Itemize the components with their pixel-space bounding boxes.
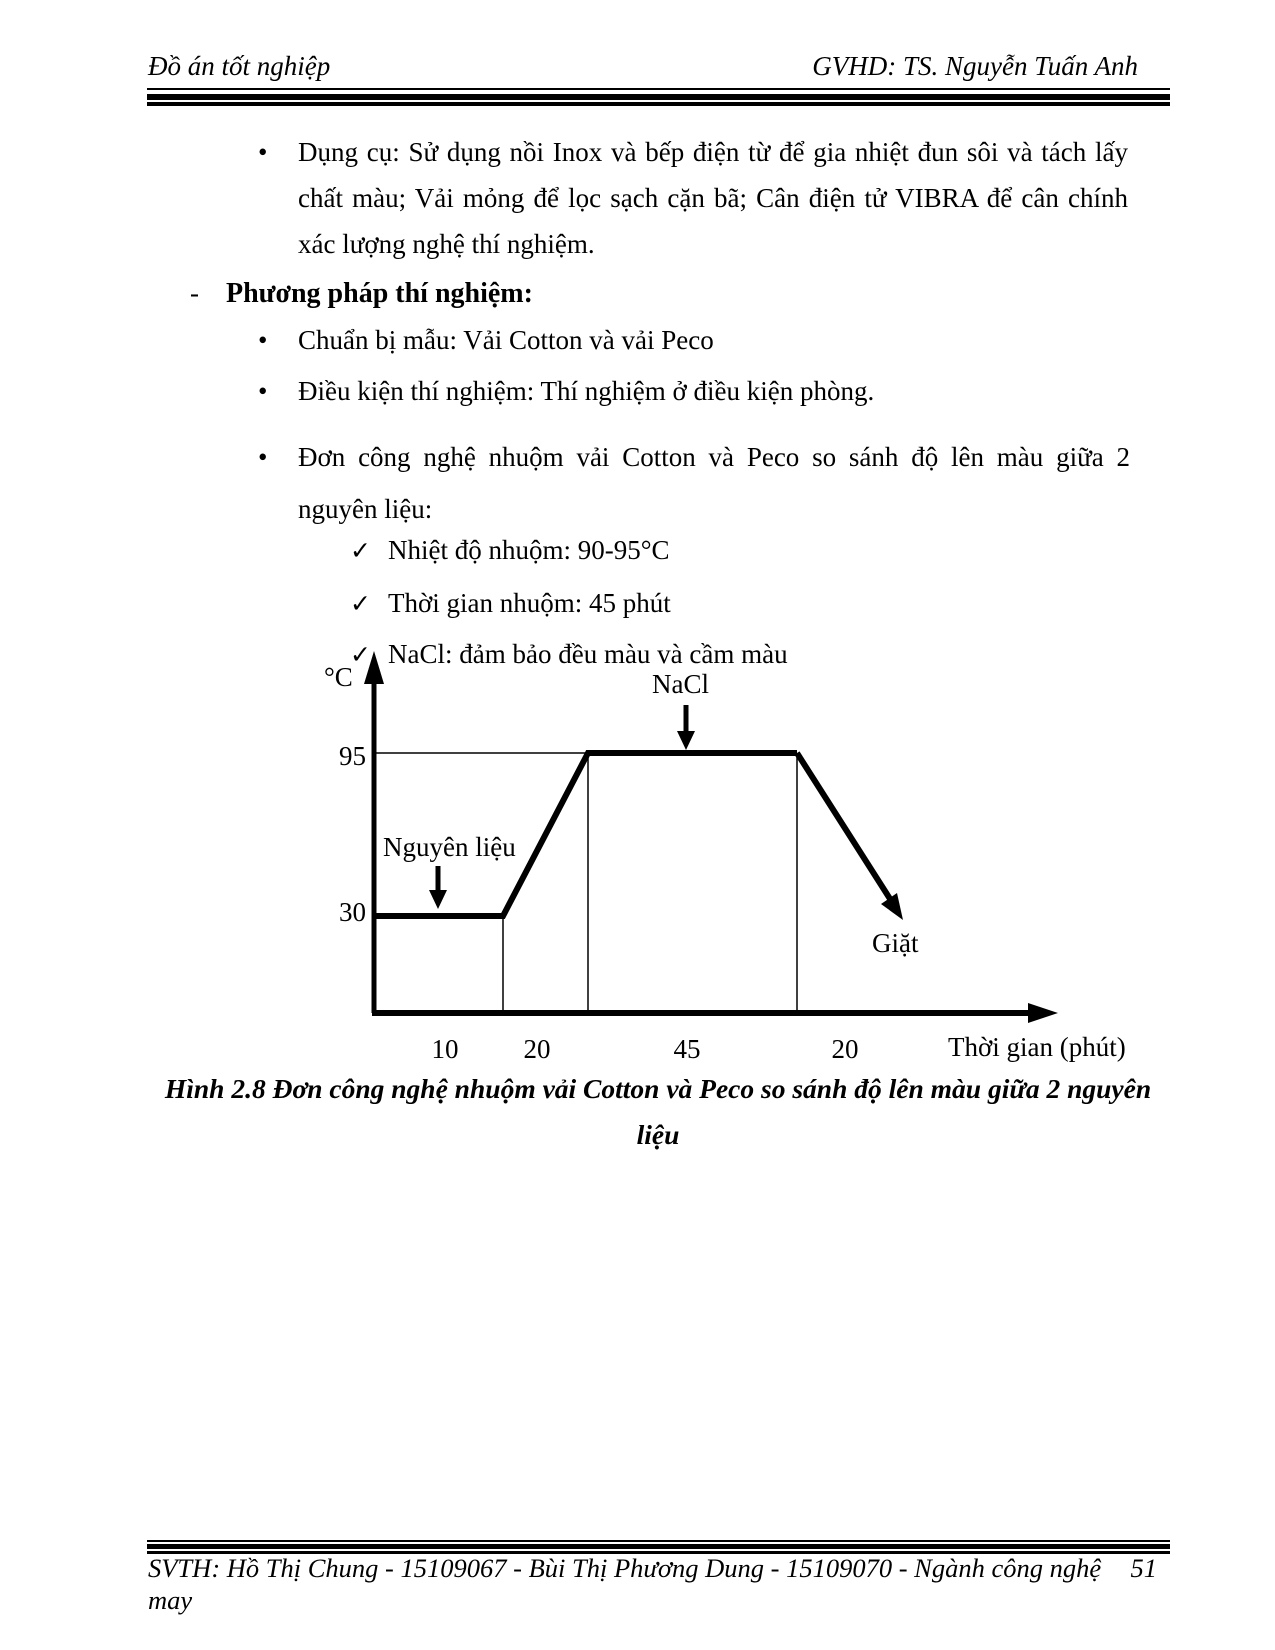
footer-rule-line-thin <box>147 1540 1170 1542</box>
bullet-text: Dụng cụ: Sử dụng nồi Inox và bếp điện từ để gia nhiệt đun sôi và tách lấy chất màu; Vải mỏng để lọc sạch cặn bã; Cân điện tử VIBRA để cân chính xác lượng nghệ thí nghiệm. <box>298 137 1128 259</box>
material-arrowhead-icon <box>429 890 447 909</box>
dash-marker: - <box>190 278 199 308</box>
checkmark-icon: ✓ <box>350 589 371 618</box>
footer-authors-text: SVTH: Hồ Thị Chung - 15109067 - Bùi Thị Phương Dung - 15109070 - Ngành công nghệ may <box>148 1553 1102 1615</box>
nacl-arrowhead-icon <box>677 731 695 750</box>
header-rule-line-thin <box>147 88 1170 90</box>
check-item-time <box>350 587 1050 620</box>
cooling-arrowhead-icon <box>881 893 903 920</box>
header-rule-line-thick <box>147 94 1170 100</box>
x-axis-arrowhead-icon <box>1028 1003 1058 1023</box>
header-right-supervisor: GVHD: TS. Nguyễn Tuấn Anh <box>812 51 1138 81</box>
header-rule <box>147 88 1170 106</box>
y-tick-30: 30 <box>339 897 366 927</box>
bullet-item-conditions <box>258 375 1128 408</box>
y-axis-arrowhead-icon <box>364 651 384 684</box>
header-rule-line-medium <box>147 102 1170 106</box>
x-segment-label-4: 20 <box>831 1034 859 1064</box>
bullet-marker: • <box>258 376 268 406</box>
page-header <box>148 50 1138 82</box>
x-segment-label-2: 20 <box>523 1034 551 1064</box>
method-heading-text: Phương pháp thí nghiệm: <box>226 278 533 309</box>
figure-caption <box>148 1066 1168 1158</box>
check-text: NaCl: đảm bảo đều màu và cầm màu <box>388 639 788 669</box>
annotation-material: Nguyên liệu <box>383 832 516 862</box>
cooling-line <box>797 753 892 902</box>
dash-item-method-heading <box>190 277 1128 310</box>
x-axis-title: Thời gian (phút) <box>948 1032 1126 1062</box>
page-number: 51 <box>1130 1553 1157 1583</box>
bullet-item-tools <box>258 129 1128 267</box>
bullet-marker: • <box>258 325 268 355</box>
check-item-temperature <box>350 534 1050 567</box>
annotation-nacl: NaCl <box>652 669 709 699</box>
figure-caption-line2: liệu <box>636 1119 680 1150</box>
process-diagram-canvas <box>0 630 1275 1080</box>
x-segment-label-3: 45 <box>673 1034 701 1064</box>
bullet-marker: • <box>258 442 268 472</box>
y-tick-95: 95 <box>339 741 366 771</box>
check-text: Thời gian nhuộm: 45 phút <box>388 588 671 618</box>
page-footer <box>148 1552 1157 1616</box>
checkmark-icon: ✓ <box>350 536 371 565</box>
bullet-marker: • <box>258 137 268 167</box>
figure-caption-line1: Hình 2.8 Đơn công nghệ nhuộm vải Cotton và Peco so sánh độ lên màu giữa 2 nguyên <box>164 1073 1152 1104</box>
bullet-item-recipe <box>258 431 1130 535</box>
checkmark-icon: ✓ <box>350 640 371 669</box>
bullet-item-sample <box>258 324 1128 357</box>
bullet-text: Đơn công nghệ nhuộm vải Cotton và Peco so sánh độ lên màu giữa 2 nguyên liệu: <box>298 442 1130 524</box>
header-left-title: Đồ án tốt nghiệp <box>148 51 331 81</box>
dyeing-process-diagram <box>0 630 1275 1080</box>
bullet-text: Chuẩn bị mẫu: Vải Cotton và vải Peco <box>298 325 714 355</box>
x-segment-label-1: 10 <box>431 1034 459 1064</box>
check-text: Nhiệt độ nhuộm: 90-95°C <box>388 535 670 565</box>
bullet-text: Điều kiện thí nghiệm: Thí nghiệm ở điều kiện phòng. <box>298 376 875 406</box>
footer-rule-line-thick <box>147 1544 1170 1549</box>
y-axis-unit-label: °C <box>324 662 353 692</box>
annotation-wash: Giặt <box>872 928 919 958</box>
